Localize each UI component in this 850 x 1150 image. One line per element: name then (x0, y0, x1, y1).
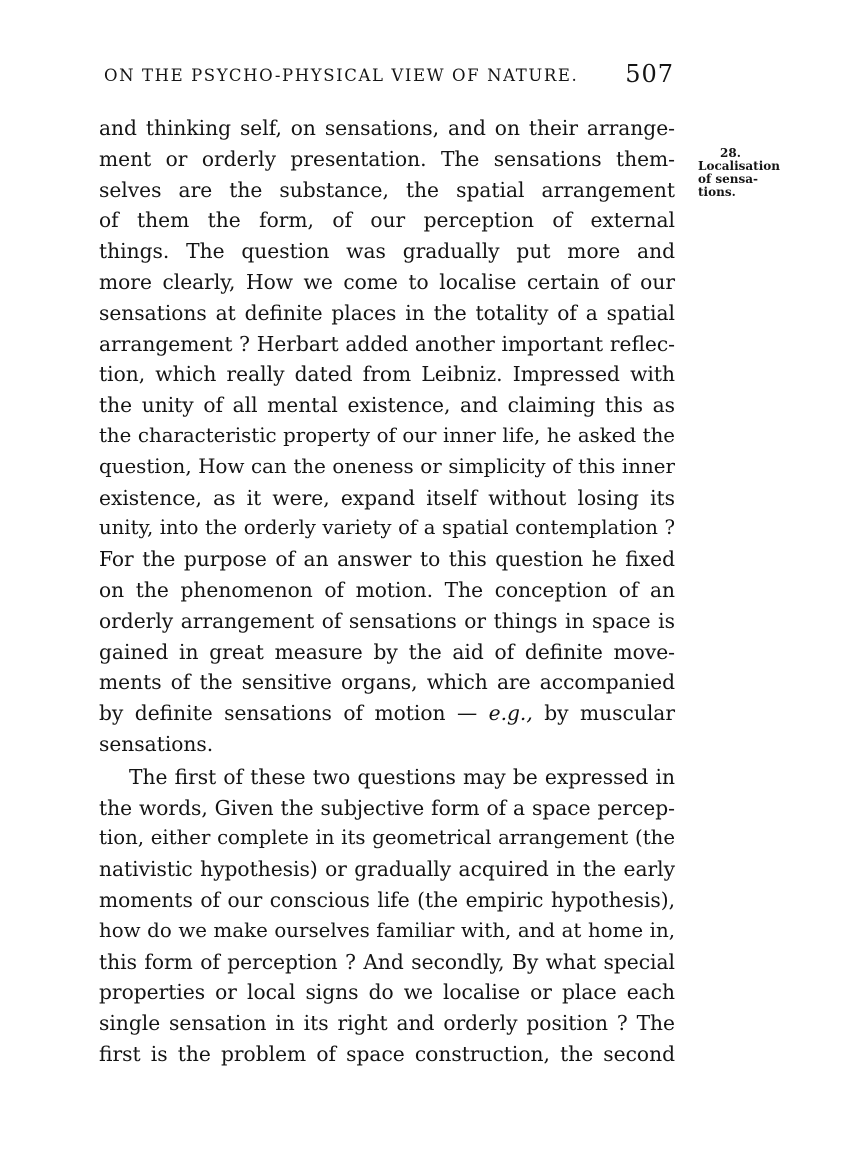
text-line: more clearly, How we come to localise certain of our (99, 269, 675, 294)
text-line: orderly arrangement of sensations or things in space is (99, 608, 675, 633)
text-segment: by muscular (532, 701, 675, 726)
text-line: the words, Given the subjective form of a space percep- (99, 795, 675, 820)
text-line: the unity of all mental existence, and claiming this as (99, 393, 675, 418)
text-line: and thinking self, on sensations, and on their arrange- (99, 116, 675, 140)
text-line: ments of the sensitive organs, which are accompanied (99, 670, 675, 695)
marginal-note-line: tions. (698, 185, 736, 199)
text-line: on the phenomenon of motion. The conception of an (99, 577, 675, 602)
text-line: question, How can the oneness or simplicity of this inner (99, 454, 675, 478)
text-line: things. The question was gradually put more and (99, 239, 675, 264)
text-line: tion, either complete in its geometrical arrangement (the (99, 826, 675, 850)
text-line: first is the problem of space construction, the second (99, 1041, 675, 1066)
paragraph-2 (99, 762, 675, 1070)
body-text (99, 113, 675, 1070)
running-head: ON THE PSYCHO-PHYSICAL VIEW OF NATURE. (104, 66, 579, 85)
text-line: of them the form, of our perception of external (99, 208, 675, 233)
text-segment: by definite sensations of motion — (99, 701, 489, 726)
text-line: single sensation in its right and orderly position ? The (99, 1011, 675, 1036)
page-number: 507 (625, 60, 674, 88)
page-header (104, 60, 674, 90)
text-line: this form of perception ? And secondly, By what special (99, 949, 675, 974)
italic-abbreviation: e.g., (488, 701, 533, 726)
text-line: arrangement ? Herbart added another important reflec- (99, 331, 675, 356)
marginal-note-number: 28. (720, 146, 741, 160)
text-line: gained in great measure by the aid of definite move- (99, 639, 675, 664)
text-line: selves are the substance, the spatial arrangement (99, 177, 675, 202)
text-line: the characteristic property of our inner life, he asked the (99, 423, 675, 447)
text-line: For the purpose of an answer to this question he fixed (99, 547, 675, 572)
text-line: moments of our conscious life (the empiric hypothesis), (99, 887, 675, 912)
text-line: unity, into the orderly variety of a spatial contemplation ? (99, 516, 675, 540)
marginal-note (698, 147, 828, 199)
text-line: how do we make ourselves familiar with, and at home in, (99, 918, 675, 942)
marginal-note-line: Localisation (698, 159, 781, 173)
text-line: nativistic hypothesis) or gradually acquired in the early (99, 857, 675, 882)
text-line: sensations at definite places in the totality of a spatial (99, 300, 675, 325)
text-line: existence, as it were, expand itself without losing its (99, 485, 675, 510)
text-line: ment or orderly presentation. The sensations them- (99, 146, 675, 171)
text-line: The first of these two questions may be expressed in (129, 764, 675, 789)
marginal-note-line: of sensa- (698, 172, 758, 186)
paragraph-1 (99, 113, 675, 760)
text-line: tion, which really dated from Leibniz. Impressed with (99, 362, 675, 387)
text-line: sensations. (99, 731, 214, 756)
text-line (99, 698, 675, 729)
text-line: properties or local signs do we localise or place each (99, 980, 675, 1005)
